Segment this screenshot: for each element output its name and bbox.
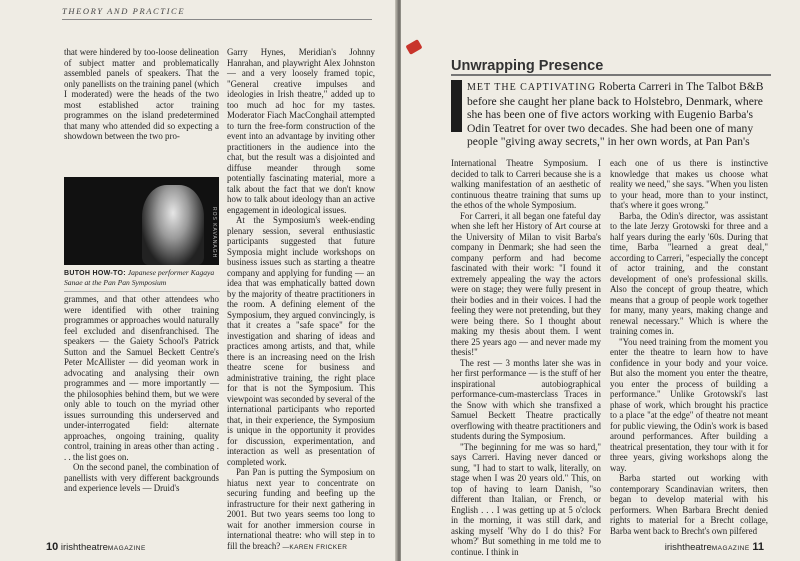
page-number: 11: [752, 541, 764, 553]
running-head: THEORY AND PRACTICE: [62, 6, 186, 16]
paragraph: On the second panel, the combination of panellists with very different backgrounds and experience levels — Druid's: [64, 462, 219, 493]
lede-text: Roberta Carreri in The Talbot B&B before she caught her plane back to Holstebro, Denmark, where she has been one of five actors working with Eugenio Barba's Odin Teatret for over two decades. She had been one of many people "giving away secrets," in her own words, at Pan Pan's: [467, 80, 764, 148]
right-column-2: [610, 158, 768, 536]
paragraph: "The beginning for me was so hard," says Carreri. Having never danced or sung, "I had to start to walk, literally, on stage when I was 20 years old." This, on top of having to learn Danish, "so different than Italian, or French, or English . . . I was getting up at 5 o'clock in the morning, it was still dark, and asking myself 'Why do I do this? For whom?' But something in me told me to continue. I think in: [451, 441, 601, 557]
lede-small-caps: MET THE CAPTIVATING: [467, 82, 597, 93]
right-footer: [665, 541, 764, 553]
left-column-1-bottom: [64, 294, 219, 494]
caption-rule: [64, 291, 220, 292]
performer-figure: [142, 185, 204, 265]
header-rule: [62, 19, 372, 20]
left-column-1-top: [64, 47, 219, 142]
left-footer: [46, 541, 146, 553]
photo-credit: ROS KAVANAGH: [211, 207, 217, 259]
article-lede: [467, 80, 772, 149]
paragraph: Barba, the Odin's director, was assistant to the late Jerzy Grotowski for three and a half years during the early '60s. During that time, Barba "learned a great deal," according to Carreri, "especially the concept of actor training, and the constant development of one's professional skills. Also the concept of group theatre, which means that a group of people work together for many, many years, making change and renewal necessary." Which is where the training comes in.: [610, 210, 768, 336]
red-marker: [405, 39, 422, 55]
caption-text: Japanese performer Kagaya Sanae at the Pan Pan Symposium: [64, 268, 215, 288]
paragraph: International Theatre Symposium. I decided to talk to Carreri because she is a walking manifestation of an aesthetic of continuous theatre training that sums up the ethos of the whole Symposium.: [451, 158, 601, 210]
right-column-1: [451, 158, 601, 557]
footer-brand: irishtheatre: [664, 542, 712, 553]
photo-caption: [64, 268, 222, 288]
caption-title: BUTOH HOW-TO:: [64, 270, 126, 277]
left-page: [0, 0, 397, 561]
footer-brand: irishtheatre: [60, 542, 108, 553]
paragraph: grammes, and that other attendees who were identified with other training programmes or approaches would naturally feel excluded and disenfranchised. The speakers — the Gaiety School's Patrick Sutton and the Samuel Beckett Centre's Peter McAllister — did yeoman work in advocating and analysing their own programmes and — more importantly — the philosophies behind them, but we were only able to touch on the myriad other issues surrounding this underserved and under-interrogated field: alternate approaches, ongoing training, quality control, training in areas other than acting . . . the list goes on.: [64, 294, 219, 462]
right-page: [401, 0, 800, 561]
left-column-2: [227, 47, 375, 553]
paragraph: that were hindered by too-loose delineation of subject matter and problematically assembled panels of speakers. That the only panellists on the training panel (which I moderated) were the heads of the two most established actor training programmes on the island predetermined that many who attended did so expecting a showdown between the two pro-: [64, 47, 219, 141]
paragraph: The rest — 3 months later she was in her first performance — is the stuff of her inspirational autobiographical performance-cum-masterclass Traces in the Snow with which she transfixed a Samuel Beckett Theatre practically overflowing with theatre practitioners and students during the Symposium.: [451, 357, 601, 441]
paragraph: Barba started out working with contemporary Scandinavian writers, then began to develop material with his performers. When Barbara Brecht denied rights to material for a Brecht collage, Barba went back to Brecht's own pilfered: [610, 473, 768, 536]
paragraph: Garry Hynes, Meridian's Johnny Hanrahan, and playwright Alex Johnston — and a very loosely framed topic, "General creative impulses and ideologies in Irish theatre," added up to too much ad hoc for my tastes. Moderator Fiach MacConghail attempted to turn the free-form construction of the event into an advantage by inviting other practitioners in the audience into the chat, but the result was a disjointed and diffuse meander through some potentially fascinating material, more a talk about the fact that we don't know how to talk about ideology than an active engagement in ideological issues.: [227, 47, 375, 215]
paragraph: For Carreri, it all began one fateful day when she left her History of Art course at the University of Milan to visit Barba's company in Denmark; she had seen the company perform and had become fascinated with their work: "I found it extremely appealing the way the actors were on stage; they were fully present in their bodies and in their voices. I had the feeling they were not pretending, but they were being there. So I thought about making my thesis about them. I went there 25 years ago — and never made my thesis!": [451, 210, 601, 357]
butoh-photo: [64, 177, 219, 265]
paragraph: [227, 467, 375, 553]
footer-magazine: MAGAZINE: [711, 545, 750, 552]
drop-cap-bar: [451, 80, 462, 132]
footer-magazine: MAGAZINE: [107, 545, 146, 552]
paragraph: each one of us there is instinctive knowledge that makes us choose what reality we need," she says. "When you listen to your head, more than to your instinct, that's where it goes wrong.": [610, 158, 768, 210]
paragraph: "You need training from the moment you enter the theatre to learn how to have confidence in your body and your voice. But also the moment you enter the theatre, you enter the process of building a performance." Unlike Grotowski's last phase of work, which brought his practice to a place "at the edge" of theatre not meant for public viewing, the Odin's work is based around performances. After building a theatrical presentation, they tour with it for three years, giving workshops along the way.: [610, 336, 768, 473]
headline-rule: [451, 74, 771, 76]
article-headline: Unwrapping Presence: [451, 58, 604, 74]
page-number: 10: [46, 541, 59, 553]
author-signature: —KAREN FRICKER: [282, 543, 348, 551]
paragraph-text: Pan Pan is putting the Symposium on hiatus next year to concentrate on securing funding and beefing up the infrastructure for their next gathering in 2001. But two years seems too long to wait for another immersion course in international theatre: who will step in to fill the breach?: [227, 467, 375, 551]
paragraph: At the Symposium's week-ending plenary session, several enthusiastic participants suggested that future Symposia might include workshops on business issues such as starting a theatre company and applying for funding — an idea that was emphatically batted down by the majority of theatre practitioners in the room. A defining element of the Symposium, they argued convincingly, is that it creates a "safe space" for the investigation and sharing of ideas and practices among artists, and that, while there is an increasing need on the Irish theatre scene for business and administrative training, the right place for that is not the Symposium. This viewpoint was seconded by several of the international participants who reported that, in their experience, the Symposium is unique in the opportunity it provides for discussion, experimentation, and interaction as well as presentation of completed work.: [227, 215, 375, 467]
